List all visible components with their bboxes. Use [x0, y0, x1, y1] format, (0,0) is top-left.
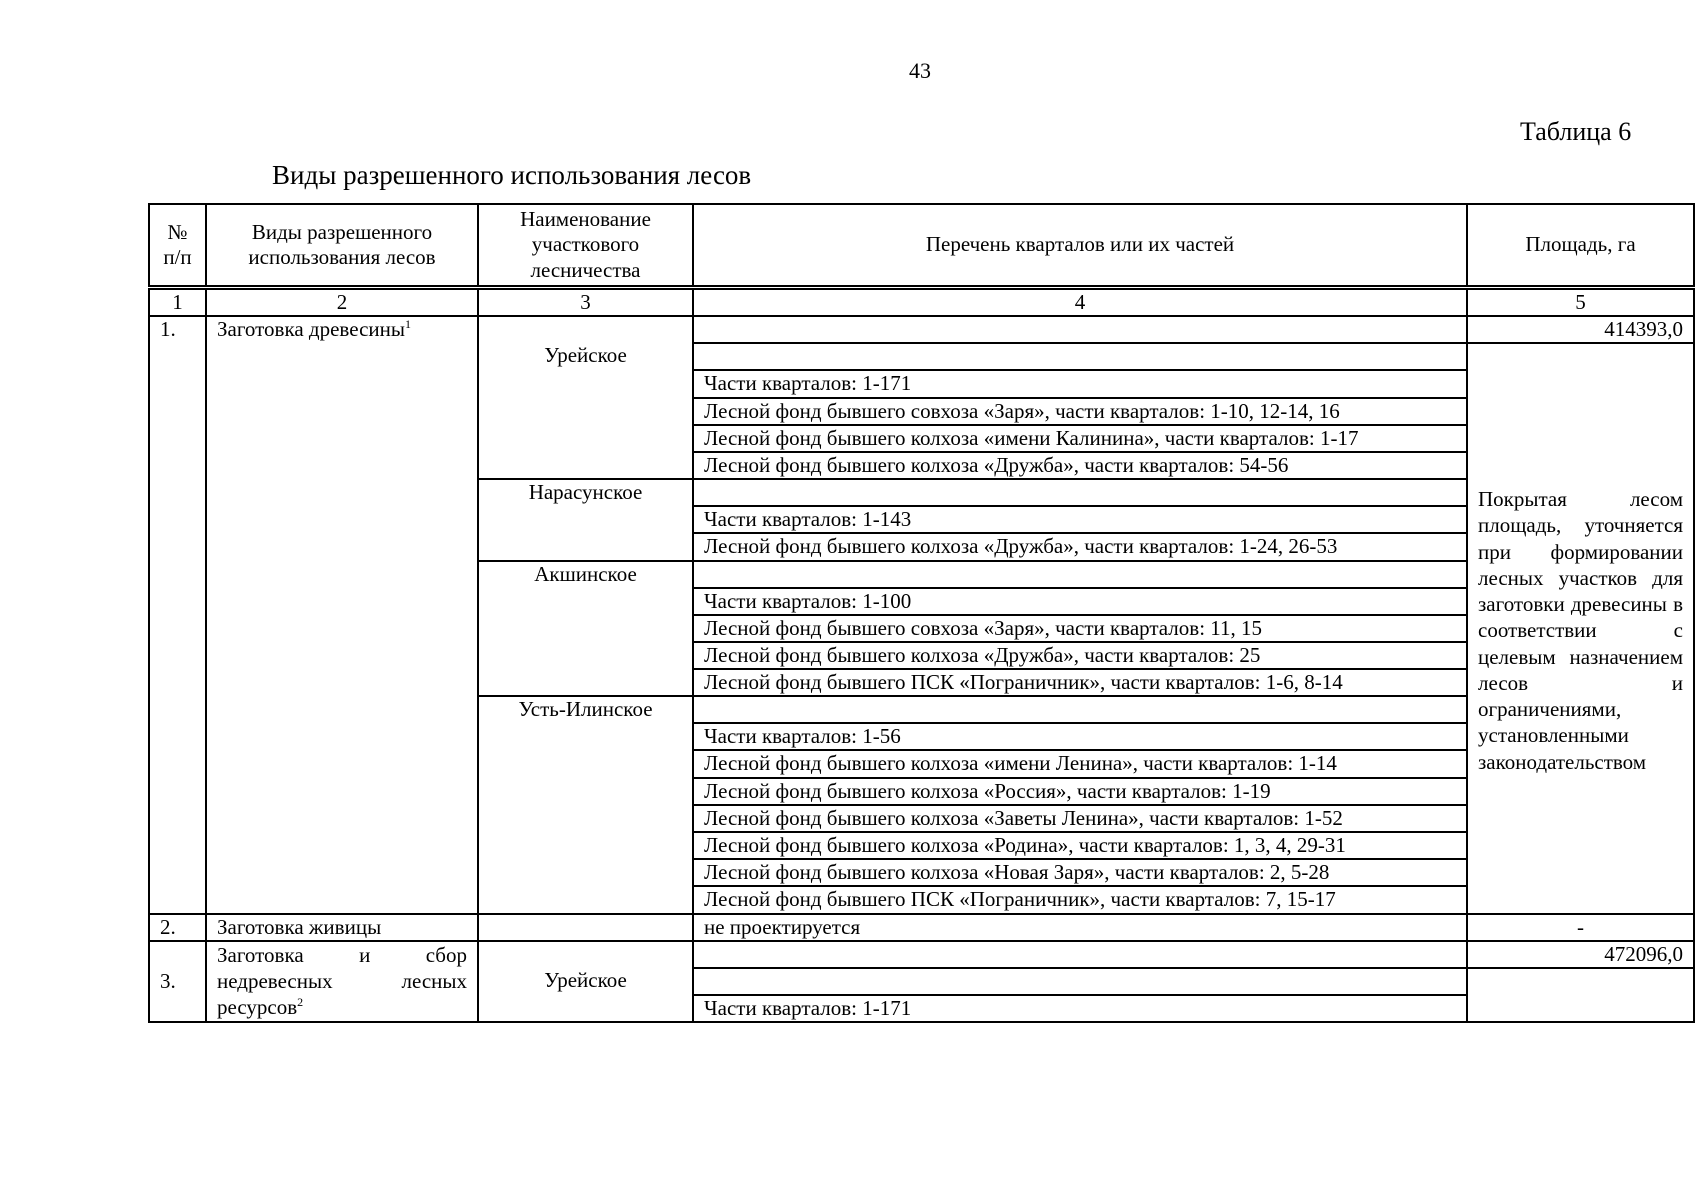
header-number: № п/п — [149, 204, 206, 288]
header-area: Площадь, га — [1467, 204, 1694, 288]
header-quarters: Перечень кварталов или их частей — [693, 204, 1467, 288]
forestry-name: Урейское — [478, 343, 693, 479]
area-note: Покрытая лесом площадь, уточняется при формировании лесных участков для заготовки древесины в соответствии с целевым назначением лесов и ограничениями, установленными законодательством — [1467, 343, 1694, 913]
quarters-cell — [693, 941, 1467, 968]
use-type: Заготовка и сбор недревесных лесных ресурсов — [217, 942, 467, 1020]
forestry-name: Акшинское — [478, 561, 693, 697]
area-cell — [1467, 968, 1694, 1022]
quarters-cell — [693, 696, 1467, 723]
forestry-cell — [478, 941, 693, 968]
section-row — [149, 316, 1694, 343]
quarters-cell — [693, 968, 1467, 995]
quarters-cell — [693, 561, 1467, 588]
quarters-cell: Лесной фонд бывшего совхоза «Заря», части кварталов: 1-10, 12-14, 16 — [693, 398, 1467, 425]
area-value: 414393,0 — [1467, 316, 1694, 343]
use-type: Заготовка живицы — [206, 914, 478, 941]
quarters-cell: Части кварталов: 1-56 — [693, 723, 1467, 750]
row-number: 1. — [149, 316, 206, 913]
table-body — [149, 288, 1694, 1023]
header-row — [149, 204, 1694, 288]
quarters-cell: Лесной фонд бывшего колхоза «Новая Заря», части кварталов: 2, 5-28 — [693, 859, 1467, 886]
quarters-cell: Лесной фонд бывшего колхоза «Дружба», части кварталов: 25 — [693, 642, 1467, 669]
column-number: 2 — [206, 288, 478, 317]
quarters-cell: Лесной фонд бывшего ПСК «Пограничник», части кварталов: 7, 15-17 — [693, 886, 1467, 913]
forestry-name: Усть-Илинское — [478, 696, 693, 913]
forestry-name: Нарасунское — [478, 479, 693, 560]
table-number: Таблица 6 — [1520, 117, 1632, 146]
column-number: 4 — [693, 288, 1467, 317]
use-type-cell — [206, 316, 478, 913]
section-row — [149, 941, 1694, 968]
header-use-type: Виды разрешенного использования лесов — [206, 204, 478, 288]
column-number: 1 — [149, 288, 206, 317]
section-row — [149, 914, 1694, 941]
quarters-cell — [693, 479, 1467, 506]
quarters-cell: Лесной фонд бывшего колхоза «Россия», части кварталов: 1-19 — [693, 778, 1467, 805]
area-value: 472096,0 — [1467, 941, 1694, 968]
use-type: Заготовка древесины — [217, 317, 405, 342]
quarters-cell: Лесной фонд бывшего колхоза «имени Калинина», части кварталов: 1-17 — [693, 425, 1467, 452]
footnote-mark: 1 — [404, 317, 411, 332]
quarters-cell — [693, 316, 1467, 343]
forestry-cell — [478, 316, 693, 343]
table-title: Виды разрешенного использования лесов — [272, 160, 752, 190]
quarters-cell: Лесной фонд бывшего ПСК «Пограничник», части кварталов: 1-6, 8-14 — [693, 669, 1467, 696]
quarters-cell: Части кварталов: 1-171 — [693, 995, 1467, 1022]
header-forestry: Наименование участкового лесничества — [478, 204, 693, 288]
footnote-mark: 2 — [297, 995, 304, 1010]
forestry-name: Урейское — [478, 968, 693, 1022]
quarters-cell — [693, 343, 1467, 370]
quarters-cell: Лесной фонд бывшего совхоза «Заря», части кварталов: 11, 15 — [693, 615, 1467, 642]
quarters-cell: Части кварталов: 1-143 — [693, 506, 1467, 533]
quarters-cell: Лесной фонд бывшего колхоза «имени Ленина», части кварталов: 1-14 — [693, 750, 1467, 777]
area-value: - — [1467, 914, 1694, 941]
quarters-cell: Лесной фонд бывшего колхоза «Дружба», части кварталов: 1-24, 26-53 — [693, 533, 1467, 560]
column-number: 3 — [478, 288, 693, 317]
quarters-cell: Лесной фонд бывшего колхоза «Родина», части кварталов: 1, 3, 4, 29-31 — [693, 832, 1467, 859]
forestry-cell — [478, 914, 693, 941]
quarters-cell: Лесной фонд бывшего колхоза «Дружба», части кварталов: 54-56 — [693, 452, 1467, 479]
column-number: 5 — [1467, 288, 1694, 317]
use-type-cell — [206, 941, 478, 1022]
page-number: 43 — [909, 58, 931, 83]
column-number-row — [149, 288, 1694, 317]
quarters-cell: не проектируется — [693, 914, 1467, 941]
quarters-cell: Лесной фонд бывшего колхоза «Заветы Ленина», части кварталов: 1-52 — [693, 805, 1467, 832]
row-number: 2. — [149, 914, 206, 941]
quarters-cell: Части кварталов: 1-100 — [693, 588, 1467, 615]
row-number: 3. — [149, 941, 206, 1022]
land-use-table — [148, 203, 1695, 1023]
quarters-cell: Части кварталов: 1-171 — [693, 370, 1467, 397]
